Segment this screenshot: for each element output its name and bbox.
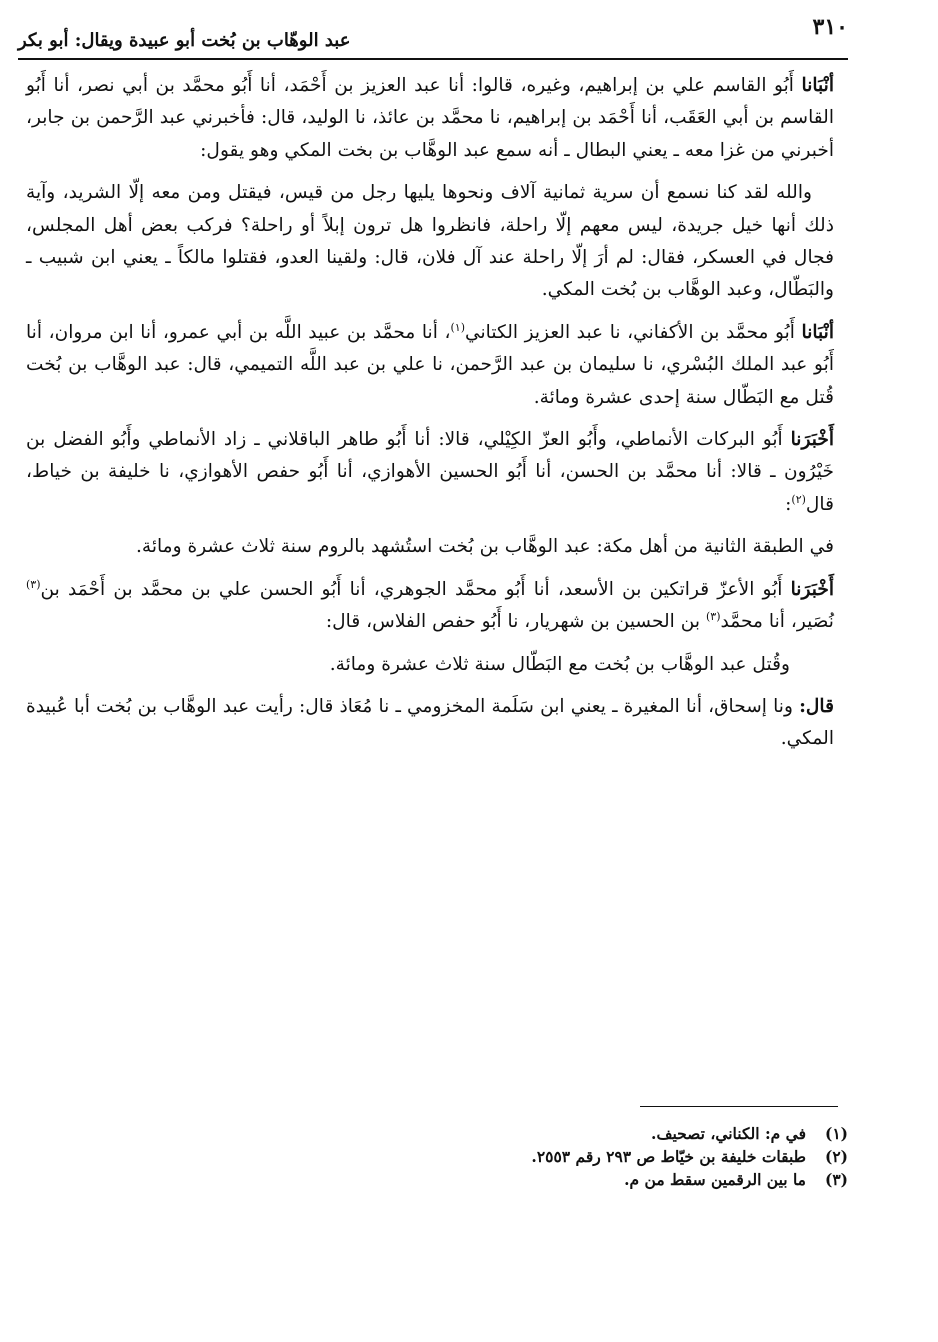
paragraph-lead: أنْبَانا — [801, 75, 834, 96]
paragraph-text: في الطبقة الثانية من أهل مكة: عبد الوهَّاب بن بُخت استُشهد بالروم سنة ثلاث عشرة ومائة. — [135, 536, 834, 558]
paragraph-text: وقُتل عبد الوهَّاب بن بُخت مع البَطّال سنة ثلاث عشرة ومائة. — [329, 653, 790, 675]
paragraph-text: أَبُو القاسم علي بن إبراهيم، وغيره، قالوا: أنا عبد العزيز بن أَحْمَد، أنا أَبُو محمَّد بن أبي نصر، أنا أَبُو القاسم بن أبي العَقَب، أنا أَحْمَد بن إبراهيم، نا محمَّد بن عائذ، نا الوليد، قال: فأخبرني عبد الرَّحمن بن جابر، أخبرني من غزا معه ـ يعني البطال ـ أنه سمع عبد الوهَّاب بن بخت المكي وهو يقول: — [26, 75, 834, 161]
paragraph — [26, 531, 834, 563]
footnote-number: (٣) — [824, 1170, 848, 1189]
header-rule — [18, 58, 848, 60]
paragraph — [26, 317, 834, 414]
page-number: ٣١٠ — [812, 14, 848, 40]
footnote-text: طبقات خليفة بن خيّاط ص ٢٩٣ رقم ٢٥٥٣. — [531, 1147, 806, 1166]
footnote-number: (١) — [824, 1124, 848, 1143]
paragraph-text: أَبُو محمَّد بن الأكفاني، نا عبد العزيز الكتاني — [465, 321, 802, 343]
paragraph — [26, 70, 834, 167]
paragraph-text: أَبُو البركات الأنماطي، وأَبُو العزّ الكِيْلي، قالا: أنا أَبُو طاهر الباقلاني ـ زاد الأنماطي وأَبُو الفضل بن خَيْرُون ـ قالا: أنا محمَّد بن الحسن، أنا أَبُو الحسين الأهوازي، أنا أَبُو حفص الأهوازي، نا خليفة بن خياط، قال — [26, 429, 834, 515]
paragraph — [26, 424, 834, 521]
paragraph — [26, 691, 834, 756]
paragraph-text: ، أنا محمَّد بن عبيد اللَّه بن أبي عمرو، أنا ابن مروان، أنا أَبُو عبد الملك البُسْري، نا سليمان بن عبد الرَّحمن، نا علي بن عبد اللَّه التميمي، قال: عبد الوهَّاب بن بُخت قُتل مع البَطّال سنة إحدى عشرة ومائة. — [26, 321, 834, 408]
paragraph — [26, 649, 834, 681]
footnote-ref[interactable]: (٣) — [706, 609, 721, 623]
paragraph-text: : — [785, 493, 792, 515]
running-head: عبد الوهّاب بن بُخت أبو عبيدة ويقال: أبو بكر — [18, 30, 351, 51]
paragraph-lead: قال: — [799, 695, 834, 717]
paragraph-lead: أنْبَانا — [801, 321, 835, 343]
page-body — [26, 70, 834, 766]
footnote-number: (٢) — [824, 1147, 848, 1166]
footnote — [300, 1122, 848, 1145]
paragraph-text: والله لقد كنا نسمع أن سرية ثمانية آلاف ونحوها يليها رجل من قيس، فيقتل ومن معه إلّا الشريد، وآية ذلك أنها خيل جريدة، ليس معهم إلّا راحلة، فانظروا هل ترون إبلاً أو راحلة؟ فركب بعض أهل المجلس، فجال في العسكر، فقال: لم أرَ إلّا راحلة عند آل فلان، قال: ولقينا العدو، فقتلوا مالكاً ـ يعني ابن شبيب ـ والبَطّال، وعبد الوهَّاب بن بُخت المكي. — [26, 182, 834, 301]
footnote-ref[interactable]: (٣) — [26, 577, 41, 591]
paragraph — [26, 177, 834, 307]
footnote-text: في م: الكناني، تصحيف. — [651, 1124, 806, 1143]
footnote-rule — [640, 1106, 838, 1107]
paragraph-lead: أَخْبَرَنا — [790, 429, 834, 451]
footnotes — [300, 1122, 848, 1191]
footnote — [300, 1168, 848, 1191]
paragraph-text: بن الحسين بن شهريار، نا أَبُو حفص الفلاس، قال: — [325, 611, 706, 633]
footnote-ref[interactable]: (٢) — [791, 492, 806, 506]
footnote — [300, 1145, 848, 1168]
paragraph-text: أَبُو الأعزّ قراتكين بن الأسعد، أنا أَبُو محمَّد الجوهري، أنا أَبُو الحسن علي بن محمَّد بن أَحْمَد بن — [40, 578, 791, 600]
paragraph-text: ونا إسحاق، أنا المغيرة ـ يعني ابن سَلَمة المخزومي ـ نا مُعَاذ قال: رأيت عبد الوهَّاب بن بُخت أبا عُبيدة المكي. — [26, 695, 834, 750]
paragraph-text: نُصَير، أنا محمَّد — [720, 611, 834, 633]
footnote-text: ما بين الرقمين سقط من م. — [624, 1170, 806, 1189]
page-header — [18, 8, 848, 52]
paragraph — [26, 574, 834, 639]
paragraph-lead: أَخْبَرَنا — [790, 578, 834, 600]
footnote-ref[interactable]: (١) — [450, 320, 465, 334]
